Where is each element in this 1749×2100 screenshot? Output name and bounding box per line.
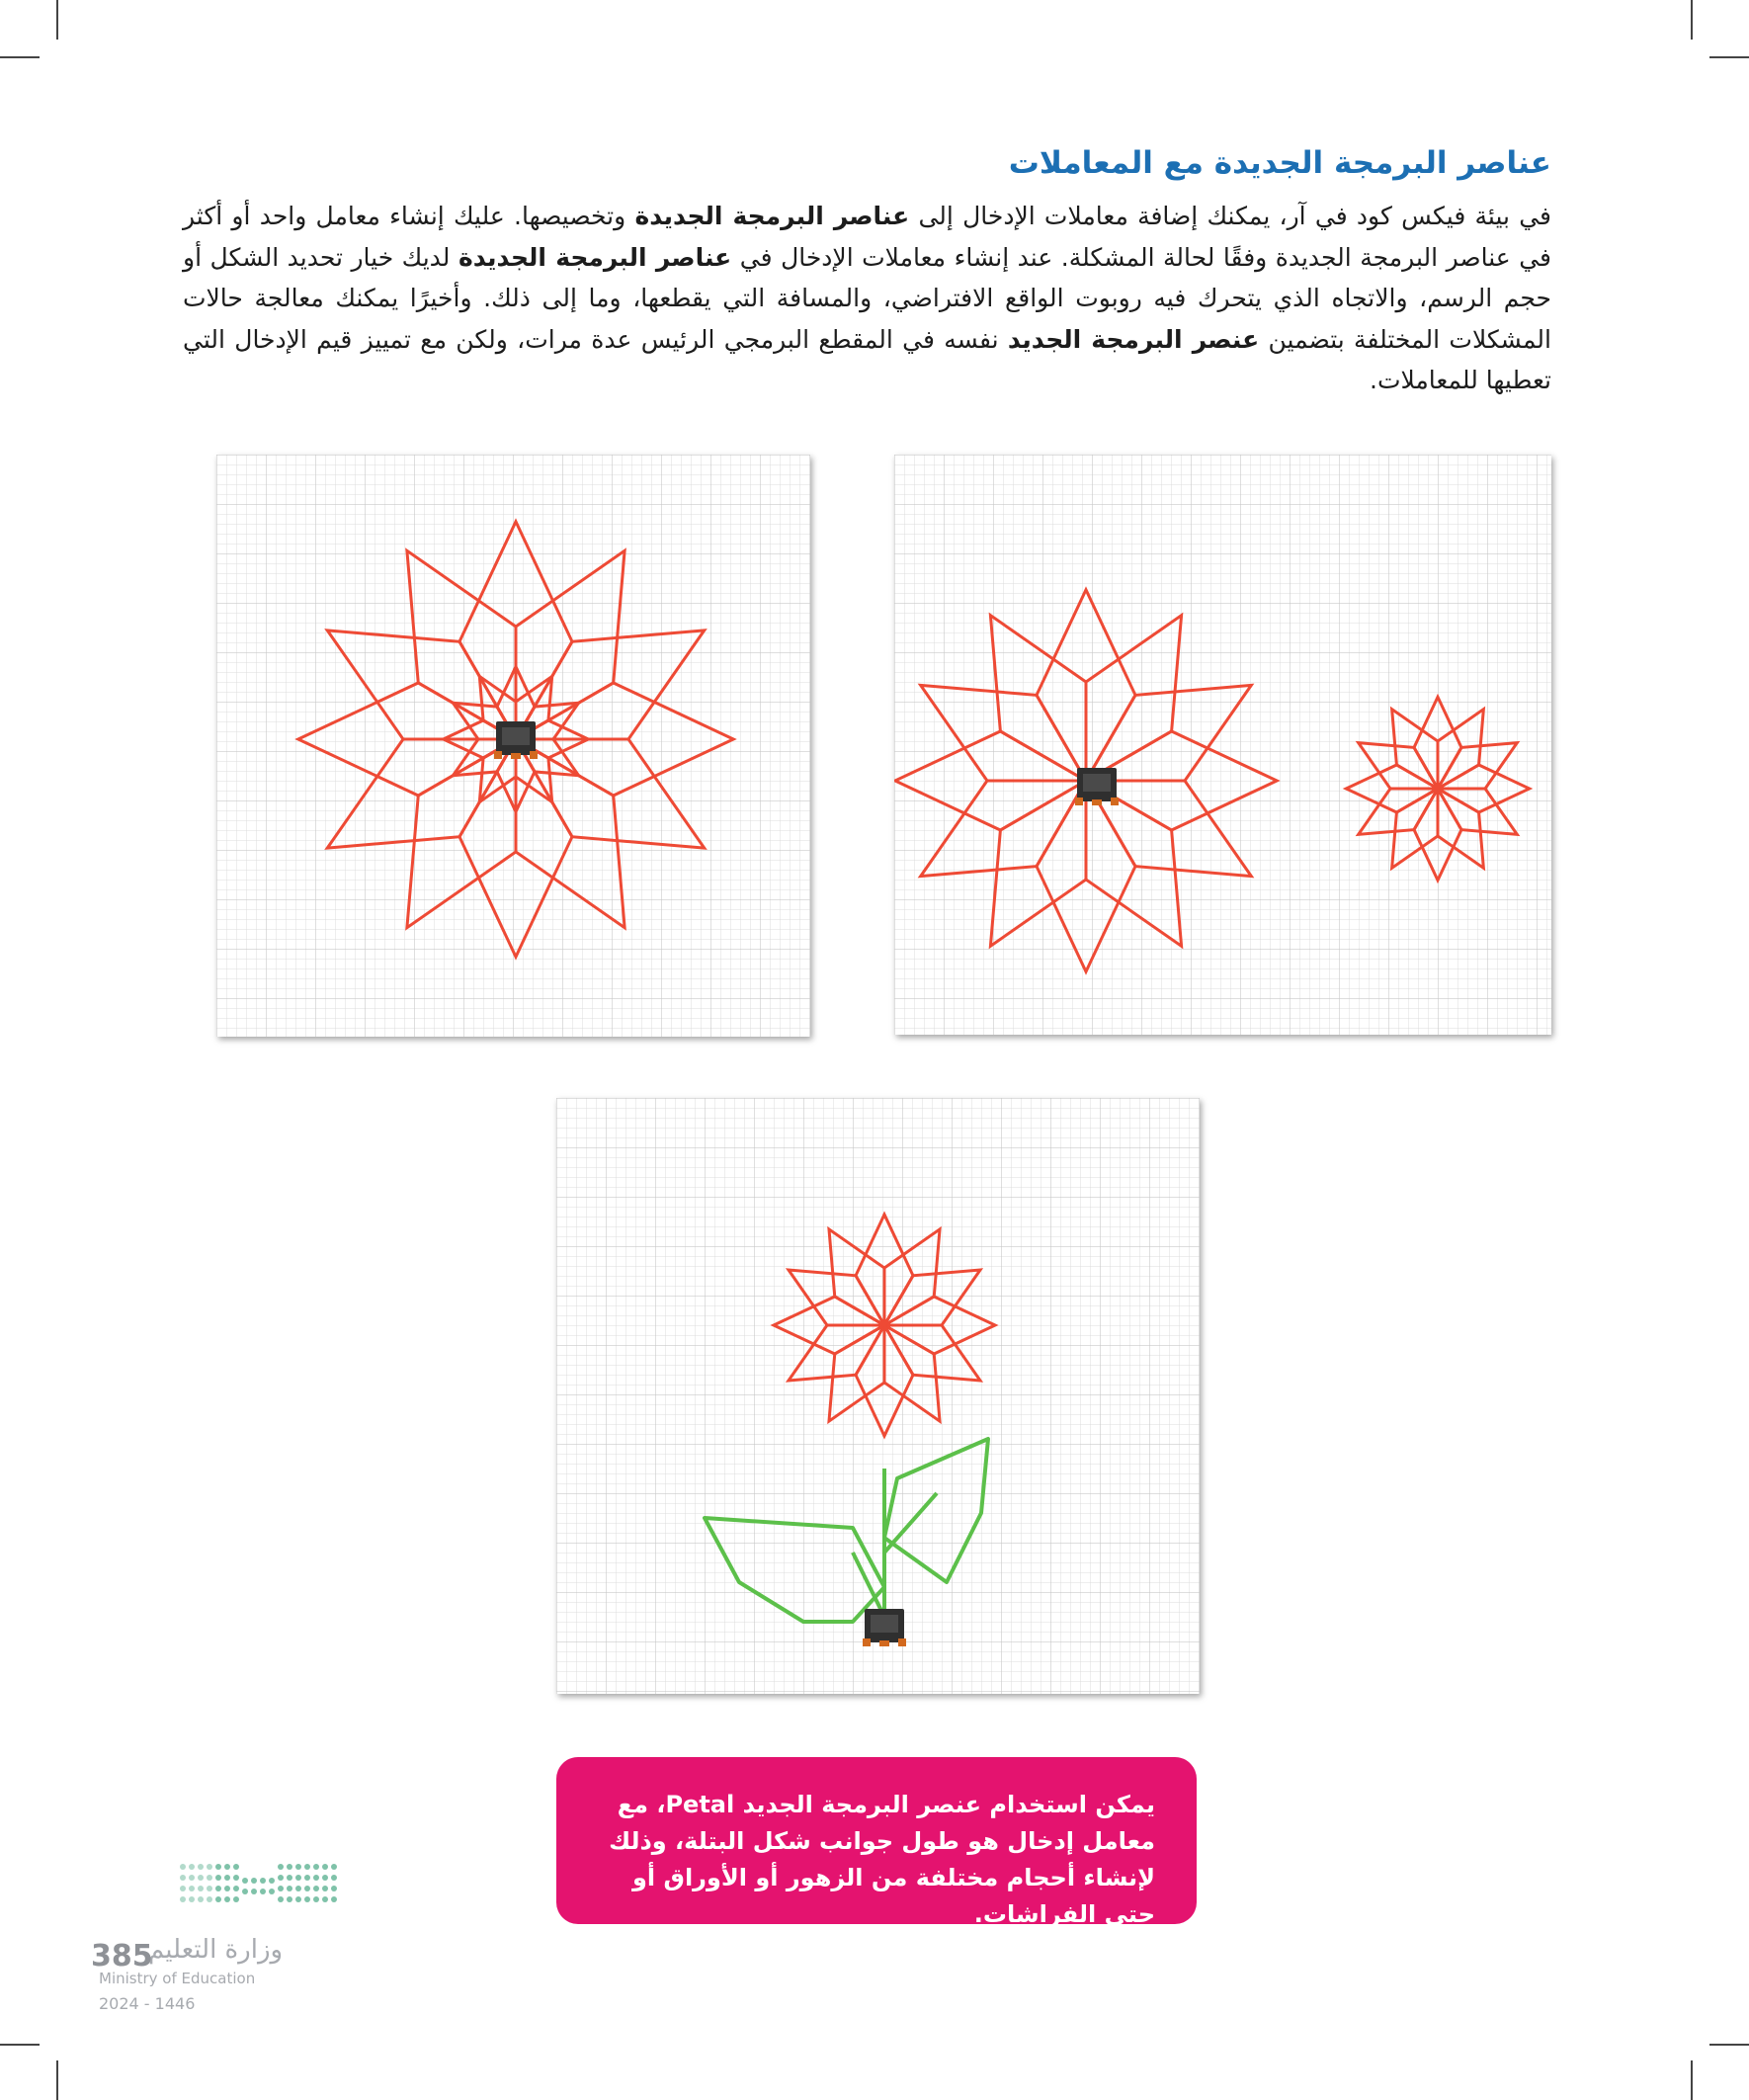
logo-dot bbox=[189, 1896, 195, 1902]
logo-dot bbox=[322, 1875, 328, 1881]
logo-dot bbox=[269, 1889, 275, 1894]
logo-dot bbox=[242, 1878, 248, 1884]
ministry-name-english: Ministry of Education bbox=[99, 1970, 256, 1987]
paragraph-text: وتخصيصها. عليك إنشاء معامل واحد أو أكثر في عناصر البرمجة الجديدة وفقًا لحالة المشكلة. عند إنشاء معاملات الإدخال في bbox=[183, 202, 1551, 272]
edition-year: 2024 - 1446 bbox=[99, 1994, 196, 2013]
logo-dot bbox=[295, 1864, 301, 1870]
logo-dot bbox=[198, 1875, 204, 1881]
logo-dot bbox=[322, 1896, 328, 1902]
paragraph-text: في بيئة فيكس كود في آر، يمكنك إضافة معاملات الإدخال إلى bbox=[909, 202, 1551, 230]
two-flowers-drawing bbox=[894, 455, 1551, 1035]
logo-dot bbox=[215, 1875, 221, 1881]
logo-dot bbox=[180, 1896, 186, 1902]
logo-dot bbox=[251, 1889, 257, 1894]
logo-dot bbox=[233, 1886, 239, 1891]
logo-dot bbox=[215, 1864, 221, 1870]
logo-dot bbox=[189, 1864, 195, 1870]
section-title: عناصر البرمجة الجديدة مع المعاملات bbox=[1008, 145, 1551, 181]
body-paragraph bbox=[183, 196, 1551, 401]
logo-dot bbox=[189, 1886, 195, 1891]
logo-dot bbox=[242, 1889, 248, 1894]
crop-mark bbox=[56, 2060, 58, 2100]
logo-dot bbox=[287, 1875, 292, 1881]
logo-dot bbox=[278, 1886, 284, 1891]
logo-dot bbox=[260, 1889, 266, 1894]
logo-dot bbox=[224, 1875, 230, 1881]
logo-dot bbox=[287, 1886, 292, 1891]
logo-dot bbox=[198, 1896, 204, 1902]
logo-dot bbox=[215, 1896, 221, 1902]
logo-dot bbox=[295, 1896, 301, 1902]
logo-dot bbox=[322, 1886, 328, 1891]
logo-dot bbox=[198, 1864, 204, 1870]
crop-mark bbox=[0, 56, 40, 58]
robot-icon bbox=[494, 721, 538, 759]
logo-dot bbox=[331, 1886, 337, 1891]
logo-dot bbox=[198, 1886, 204, 1891]
nested-flower-drawing bbox=[216, 455, 810, 1037]
logo-dot bbox=[313, 1886, 319, 1891]
logo-dot bbox=[224, 1886, 230, 1891]
logo-dot bbox=[295, 1875, 301, 1881]
crop-mark bbox=[1691, 2060, 1693, 2100]
logo-dot bbox=[295, 1886, 301, 1891]
logo-dot bbox=[207, 1896, 212, 1902]
logo-dot bbox=[331, 1864, 337, 1870]
paragraph-bold: عنصر البرمجة الجديد bbox=[1007, 324, 1260, 354]
logo-dot bbox=[207, 1864, 212, 1870]
logo-dot bbox=[207, 1875, 212, 1881]
logo-dot bbox=[233, 1864, 239, 1870]
logo-dot bbox=[278, 1875, 284, 1881]
logo-dot bbox=[331, 1875, 337, 1881]
logo-dot bbox=[224, 1896, 230, 1902]
paragraph-bold: عناصر البرمجة الجديدة bbox=[458, 242, 732, 272]
robot-icon bbox=[863, 1609, 906, 1646]
page-number: 385 bbox=[91, 1939, 153, 1974]
logo-dot bbox=[322, 1864, 328, 1870]
paragraph-text: نفسه في المقطع البرمجي الرئيس عدة مرات، ولكن مع تمييز قيم الإدخال التي تعطيها للمعاملات. bbox=[183, 324, 1551, 394]
logo-dot bbox=[304, 1864, 310, 1870]
logo-dot bbox=[313, 1864, 319, 1870]
logo-dot bbox=[260, 1878, 266, 1884]
logo-dot bbox=[207, 1886, 212, 1891]
image-panel-flower-with-stem bbox=[556, 1098, 1200, 1694]
logo-dot bbox=[287, 1864, 292, 1870]
logo-dot bbox=[233, 1875, 239, 1881]
image-panel-two-flowers bbox=[894, 455, 1551, 1035]
crop-mark bbox=[1709, 2044, 1749, 2046]
logo-dot bbox=[304, 1875, 310, 1881]
flower-stem-drawing bbox=[556, 1098, 1200, 1694]
logo-dot bbox=[304, 1886, 310, 1891]
robot-icon bbox=[1075, 768, 1119, 805]
logo-dot bbox=[278, 1864, 284, 1870]
crop-mark bbox=[1691, 0, 1693, 40]
logo-dot bbox=[233, 1896, 239, 1902]
callout-note: يمكن استخدام عنصر البرمجة الجديد Petal، مع معامل إدخال هو طول جوانب شكل البتلة، وذلك لإنشاء أحجام مختلفة من الزهور أو الأوراق أو حتى الفراشات. bbox=[556, 1757, 1197, 1924]
logo-dot bbox=[313, 1875, 319, 1881]
logo-dot bbox=[331, 1896, 337, 1902]
ministry-logo-icon bbox=[178, 1861, 351, 1910]
logo-dot bbox=[224, 1864, 230, 1870]
logo-dot bbox=[287, 1896, 292, 1902]
crop-mark bbox=[1709, 56, 1749, 58]
logo-dot bbox=[180, 1886, 186, 1891]
paragraph-text: لديك خيار تحديد الشكل أو حجم الرسم، والاتجاه الذي يتحرك فيه روبوت الواقع الافتراضي، والمسافة التي يقطعها، وما إلى ذلك. وأخيرًا يمكنك معالجة حالات المشكلات المختلفة بتضمين bbox=[183, 242, 1551, 354]
logo-dot bbox=[180, 1864, 186, 1870]
logo-dot bbox=[304, 1896, 310, 1902]
crop-mark bbox=[56, 0, 58, 40]
logo-dot bbox=[269, 1878, 275, 1884]
crop-mark bbox=[0, 2044, 40, 2046]
logo-dot bbox=[215, 1886, 221, 1891]
logo-dot bbox=[251, 1878, 257, 1884]
paragraph-bold: عناصر البرمجة الجديدة bbox=[634, 202, 910, 230]
logo-dot bbox=[189, 1875, 195, 1881]
logo-dot bbox=[180, 1875, 186, 1881]
image-panel-nested-flower bbox=[216, 455, 810, 1037]
logo-dot bbox=[278, 1896, 284, 1902]
ministry-name-arabic: وزارة التعليم bbox=[148, 1935, 284, 1965]
logo-dot bbox=[313, 1896, 319, 1902]
